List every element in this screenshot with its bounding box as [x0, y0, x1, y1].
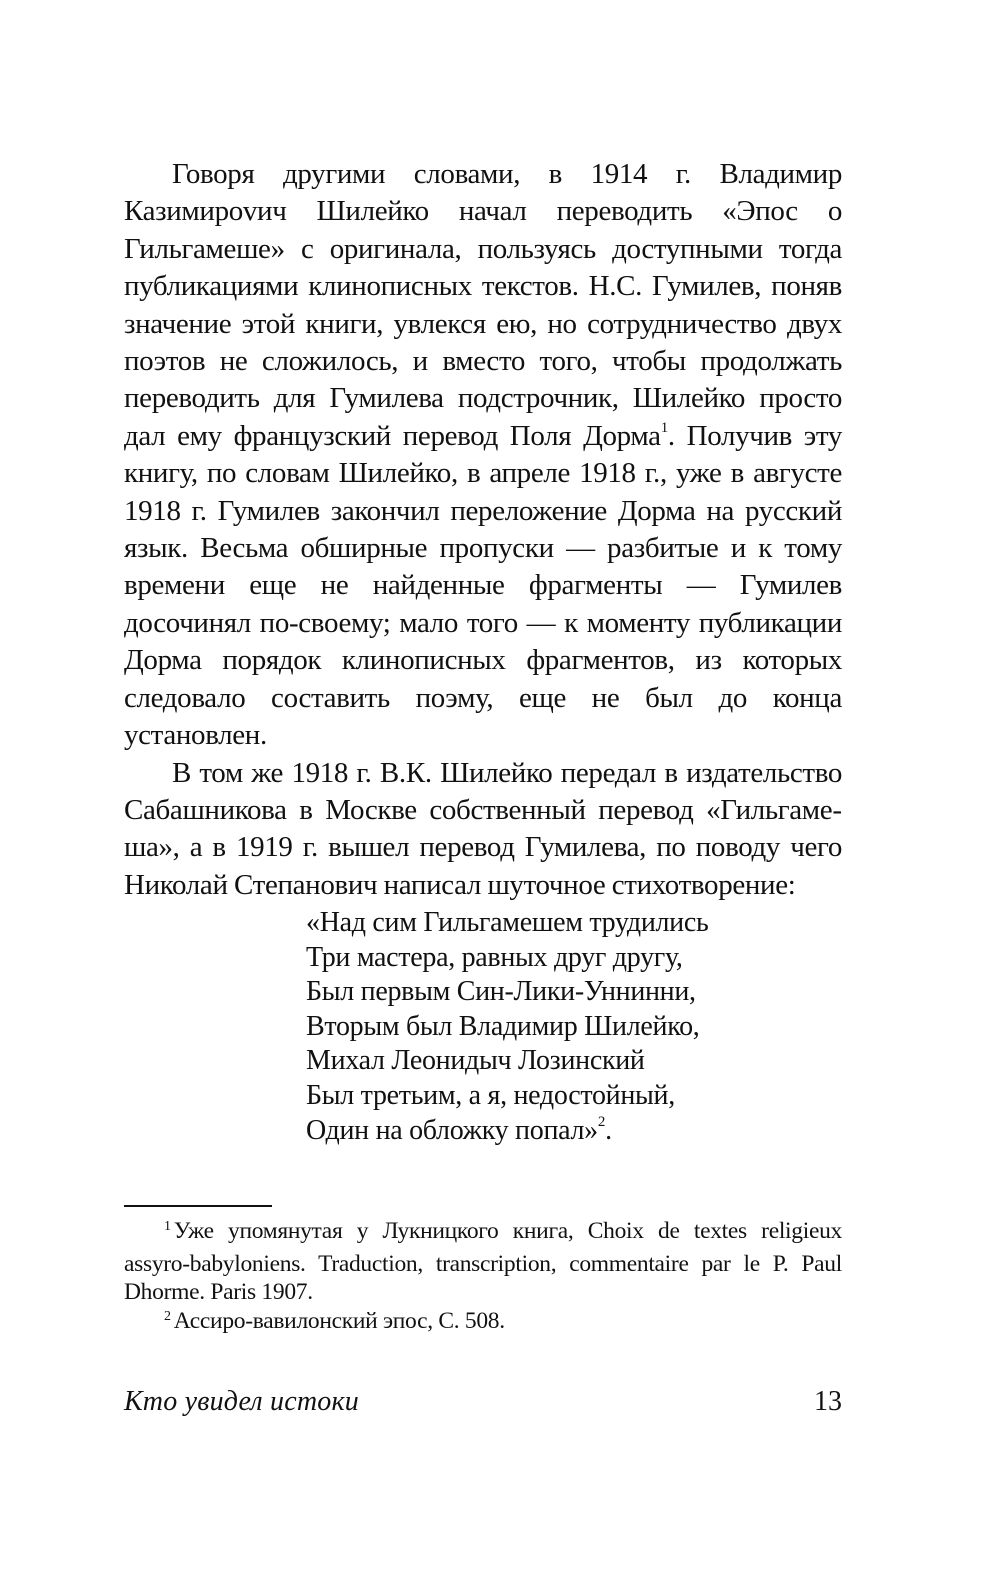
poem-line: Вторым был Владимир Шилейко, — [306, 1010, 700, 1042]
page-number: 13 — [814, 1386, 842, 1417]
poem-line: Был третьим, а я, недостойный, — [306, 1079, 675, 1111]
poem-line: Три мастера, равных друг другу, — [306, 941, 683, 973]
paragraph: В том же 1918 г. В.К. Шилейко передал в издательство Сабашникова в Москве собственный перевод «Гильгамеша», а в 1919 г. вышел перевод Гумилева, по поводу чего Николай Степанович написал шуточное стихотворение: — [124, 756, 842, 901]
footnote — [124, 1307, 842, 1340]
poem-line: Михал Леонидыч Лозинский — [306, 1045, 645, 1077]
footnote-text: Уже упомянутая у Лукницкого книга, Choix de textes religieux assyro-babyloniens. Traduction, transcription, commentaire par le P. Paul Dhorme. Paris 1907. — [124, 1218, 842, 1306]
poem-line: Был первым Син-Лики-Уннинни, — [306, 976, 696, 1008]
footnotes — [124, 1217, 842, 1339]
main-text — [124, 156, 842, 904]
paragraph-text: Говоря другими словами, в 1914 г. Владимир Казимироvич Шилейко начал переводить «Эпос о Гильгамеше» с оригинала, пользуясь доступными тогда публикациями клинописных текстов. Н.С. Гумилев, поняв значение этой книги, увлекся ею, но сотрудничество двух поэтов не сложилось, и вместо того, чтобы продолжать переводить для Гумилева подстрочник, Шилейко просто дал ему французский перевод Поля Дорма — [124, 158, 842, 452]
footnote — [124, 1217, 842, 1307]
running-title: Кто увидел истоки — [124, 1386, 359, 1417]
footnote-reference: 1 — [660, 420, 668, 437]
footnote-divider — [124, 1205, 272, 1207]
footnote-mark: 1 — [164, 1219, 171, 1234]
footnote-reference: 2 — [597, 1114, 606, 1131]
poem-line-last — [306, 1114, 708, 1149]
poem — [306, 906, 708, 1148]
poem-line-text: Один на обложку попал» — [306, 1114, 598, 1146]
poem-line-end: . — [605, 1114, 612, 1146]
paragraph-text: . Получив эту книгу, по словам Шилейко, в апреле 1918 г., уже в августе 1918 г. Гумилев закончил переложение Дорма на русский язык. Весьма обширные пропуски — разбитые и к тому времени еще не найденные фрагменты — Гумилев досочинял по-своему; мало того — к моменту публикации Дорма порядок клинописных фрагментов, из которых следовало составить поэму, еще не был до конца установлен. — [124, 419, 842, 752]
poem-line: «Над сим Гильгамешем трудились — [306, 907, 709, 938]
paragraph — [124, 156, 842, 755]
footnote-text: Ассиро-вавилонский эпос, С. 508. — [173, 1307, 505, 1334]
footnote-mark: 2 — [164, 1308, 171, 1324]
